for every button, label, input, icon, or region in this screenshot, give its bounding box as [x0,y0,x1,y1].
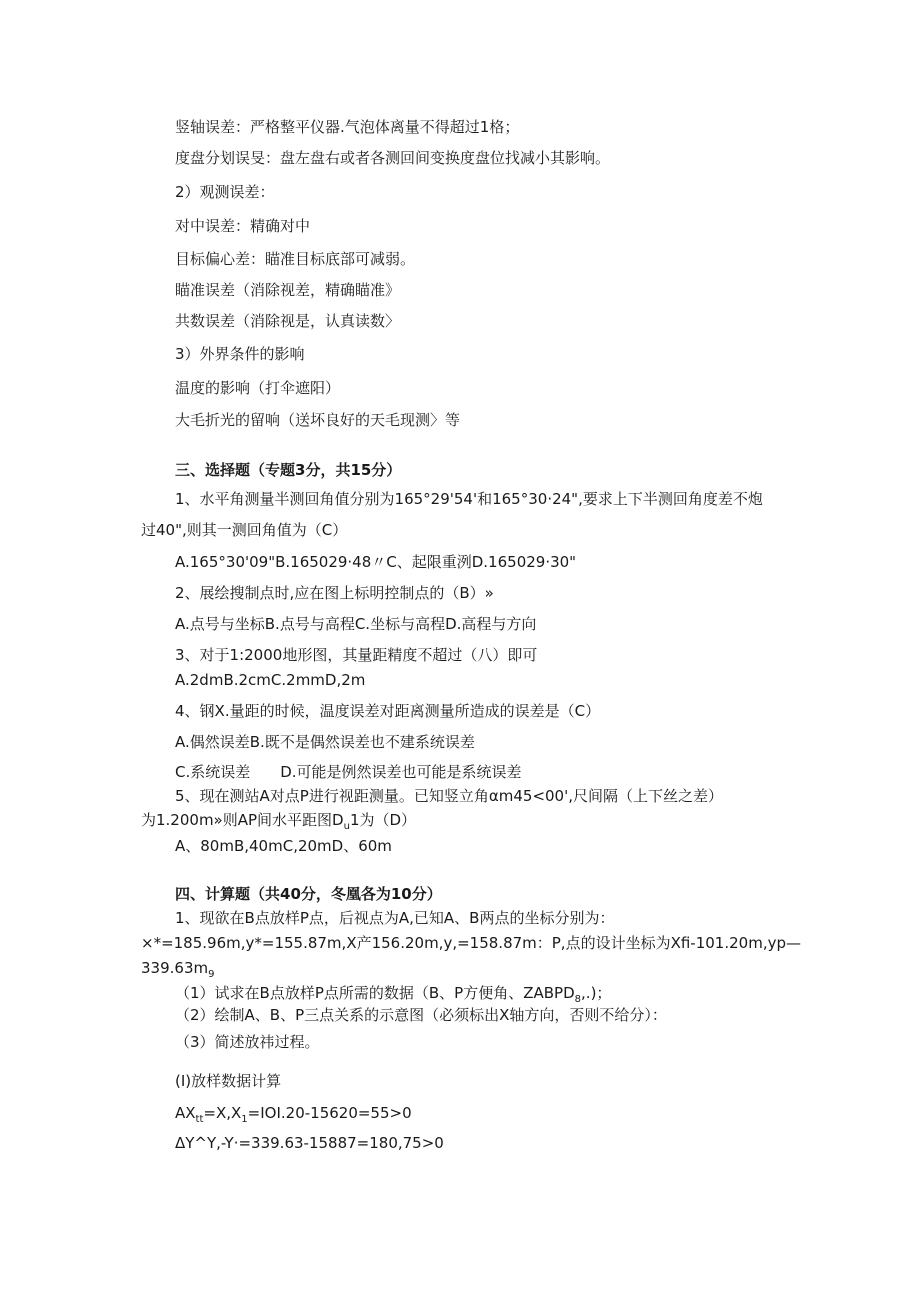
formula-line: ×*=185.96m,y*=155.87m,X产156.20m,y,=158.87m：P,点的设计坐标为Xfi-101.20m,yp— [141,934,801,952]
text-line: 竖轴误差：严格整平仪器.气泡体离量不得超过1格； [175,118,520,136]
subscript: tt [195,1114,204,1125]
answer-options: A.165°30'09"B.165029·48〃C、起限重洌D.165029·30" [175,553,577,571]
text-line: 2）观测误差： [175,183,275,201]
formula-line: $339.63m_9$ [141,959,215,980]
calc-heading: (I)放样数据计算 [175,1072,282,1090]
answer-options: A.2dmB.2cmC.2mmD,2m [175,671,366,689]
answer-options: C.系统误差 D.可能是例然误差也可能是系统误差 [175,763,522,781]
answer-options: A.点号与坐标B.点号与高程C.坐标与高程D.高程与方向 [175,615,537,633]
subscript: 1 [241,1114,248,1125]
question-text: 4、钢X.量距的时候，温度误差对距离测量所造成的误差是（C） [175,702,601,720]
subscript: 9 [208,969,215,980]
question-text: 1、现欲在B点放样P点，后视点为A,已知A、B两点的坐标分别为： [175,909,615,927]
text-line: 温度的影响（打伞遮阳） [175,379,341,397]
question-text: 1、水平角测量半测回角值分别为165°29'54'和165°30·24",要求上下半测回角度差不炮 [175,490,763,508]
text-line: 目标偏心差：瞄准目标底部可减弱。 [175,250,416,268]
sub-question: （3）简述放祎过程。 [175,1033,320,1051]
formula-line: ΔY^Y,-Y·=339.63-15887=180,75>0 [175,1134,444,1152]
sub-question: （1）试求在B点放样P点所需的数据（B、P方便角、$ZABPD_8$,.)； [175,984,612,1005]
formula-line: $AX_{tt}=X,X_1=IOI.20-15620=55>0$ [175,1104,412,1125]
text-line: 度盘分划误旻：盘左盘右或者各测回间变换度盘位找减小其影响。 [175,149,611,167]
text-line: 大毛折光的留响（送坏良好的天毛现测〉等 [175,411,461,429]
question-text: 为1.200m»则AP间水平距图$D_u1$为（D） [141,811,417,832]
section-heading: 四、计算题（共40分，冬凰各为10分） [175,885,442,903]
text-line: 瞄准误差（消除视差，精确瞄准》 [175,281,401,299]
text-line: 对中误差：精确对中 [175,217,311,235]
question-text: 5、现在测站A对点P进行视距测量。已知竖立角αm45<00',尺间隔（上下丝之差） [175,787,723,805]
question-text: 过40",则其一测回角值为（C） [141,521,348,539]
text-line: 3）外界条件的影响 [175,345,305,363]
text-line: 共数误差（消除视是，认真读数〉 [175,312,401,330]
answer-options: A、80mB,40mC,20mD、60m [175,837,392,855]
answer-options: A.偶然误差B.既不是偶然误差也不建系统误差 [175,733,475,751]
sub-question: （2）绘制A、B、P三点关系的示意图（必须标出X轴方向，否则不给分）： [175,1006,667,1024]
question-text: 2、展绘搜制点时,应在图上标明控制点的（B）» [175,584,494,602]
question-text: 3、对于1:2000地形图，其量距精度不超过（八）即可 [175,646,538,664]
section-heading: 三、选择题（专题3分，共15分） [175,461,402,479]
subscript: u [343,821,350,832]
subscript: 8 [574,994,582,1005]
